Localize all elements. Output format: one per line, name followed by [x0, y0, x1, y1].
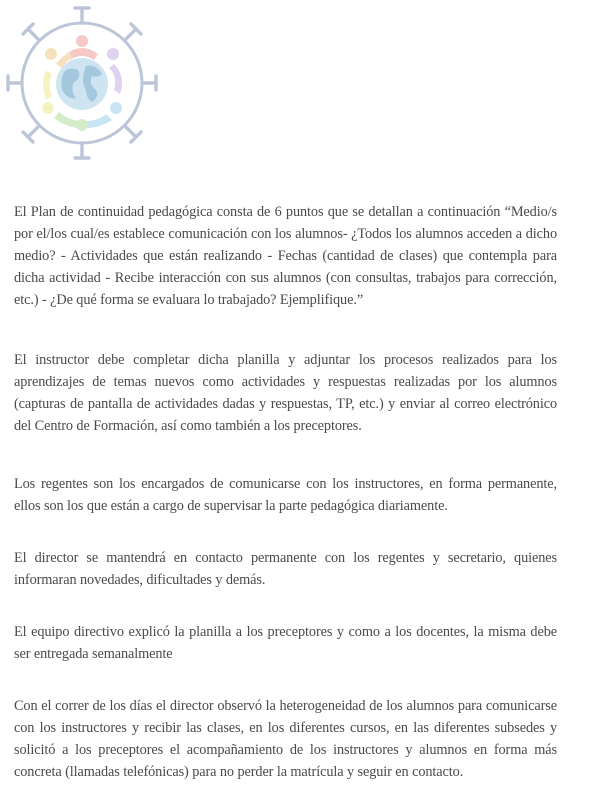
- paragraph-instructor: El instructor debe completar dicha planilla y adjuntar los procesos realizados para los aprendizajes de temas nuevos como actividades y respuestas realizadas por los alumnos (capturas de pantalla de actividades dadas y respuestas, TP, etc.) y enviar al correo electrónico del Centro de Formación, así como también a los preceptores.: [14, 352, 557, 434]
- paragraph-equipo-directivo: El equipo directivo explicó la planilla a los preceptores y como a los docentes, la misma debe ser entregada semanalmente: [14, 624, 557, 662]
- document-body: [14, 201, 557, 783]
- paragraph-plan-continuidad: El Plan de continuidad pedagógica consta de 6 puntos que se detallan a continuación “Medio/s por el/los cual/es establece comunicación con los alumnos- ¿Todos los alumnos acceden a dicho medio? - Actividades que están realizando - Fechas (cantidad de clases) que contempla para dicha actividad - Recibe interacción con sus alumnos (con consultas, trabajos para corrección, etc.) - ¿De qué forma se evaluara lo trabajado? Ejemplifique.”: [14, 204, 557, 308]
- paragraph-heterogeneidad: Con el correr de los días el director observó la heterogeneidad de los alumnos para comunicarse con los instructores y recibir las clases, en los diferentes cursos, en las diferentes subsedes y solicitó a los preceptores el acompañamiento de los instructores y alumnos en forma más concreta (llamadas telefónicas) para no perder la matrícula y seguir en contacto.: [14, 698, 557, 780]
- paragraph-director: El director se mantendrá en contacto permanente con los regentes y secretario, quienes informaran novedades, dificultades y demás.: [14, 550, 557, 588]
- logo: [4, 4, 166, 164]
- globe-people-ring-icon: [4, 4, 166, 164]
- paragraph-regentes: Los regentes son los encargados de comunicarse con los instructores, en forma permanente, ellos son los que están a cargo de supervisar la parte pedagógica diariamente.: [14, 476, 557, 514]
